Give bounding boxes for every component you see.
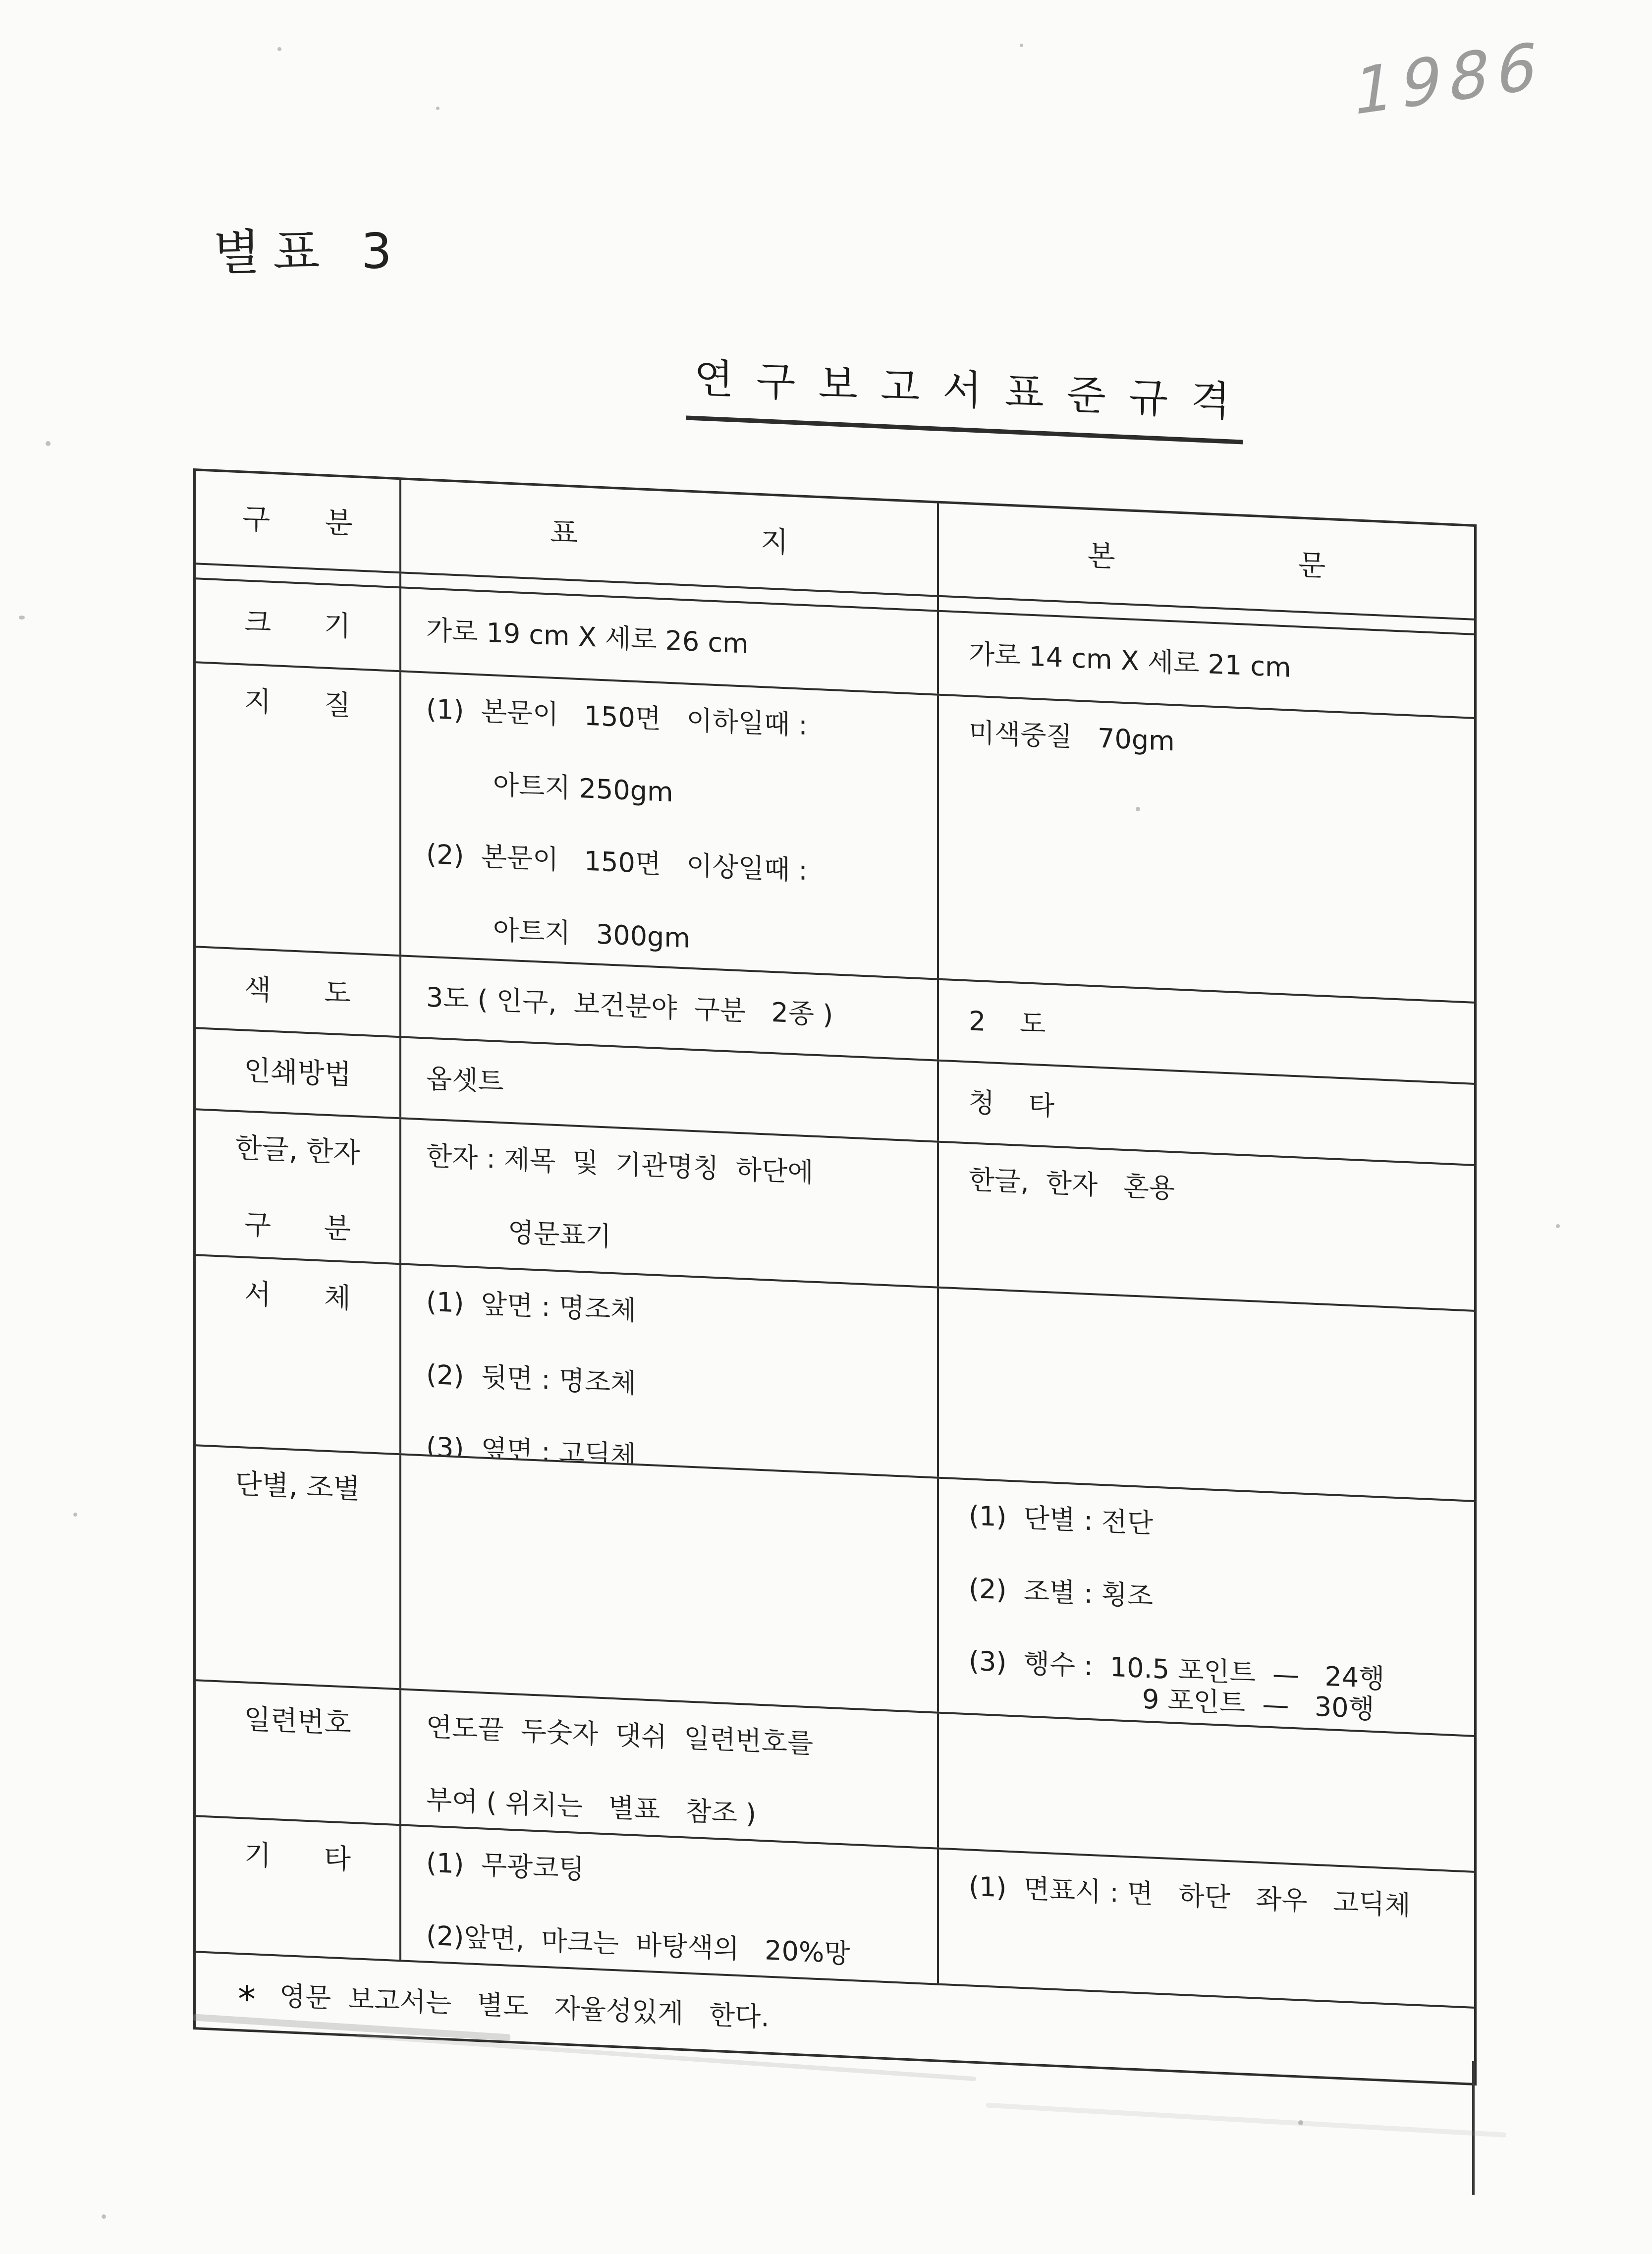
cell-line: (3) 행수 : 10.5 포인트 — 24행 [969, 1645, 1385, 1695]
cell-line: 아트지 300gm [493, 914, 690, 954]
row-label-serial-number: 일련번호 [196, 1681, 401, 1824]
asterisk-bullet-icon: * [238, 1977, 256, 2021]
cell-line: 3도 ( 인구, 보건분야 구분 2종 ) [426, 981, 833, 1031]
cell-line: 청 타 [969, 1086, 1054, 1122]
footnote-text: 영문 보고서는 별도 자율성있게 한다. [279, 1980, 770, 2033]
row-label-etc: 기 타 [196, 1817, 401, 1960]
row-label-script: 한글, 한자 구 분 [196, 1110, 401, 1263]
cell-line: 옵셋트 [426, 1063, 504, 1098]
row-label-paper: 지 질 [196, 663, 401, 955]
row-label-print-method: 인쇄방법 [196, 1029, 401, 1117]
cell-line: 9 포인트 — 30행 [1142, 1683, 1375, 1725]
scan-speck [1020, 44, 1023, 47]
scan-speck [46, 441, 51, 446]
cell-line: (1) 본문이 150면 이하일때 : [426, 693, 808, 741]
scan-speck [73, 1513, 77, 1517]
row-label-size: 크 기 [196, 579, 401, 670]
table-row-paper [196, 661, 1474, 1002]
cell-line: (2) 뒷면 : 명조체 [426, 1358, 637, 1399]
scan-speck [277, 47, 281, 51]
cell-line: 부여 ( 위치는 별표 참조 ) [426, 1784, 757, 1830]
scan-speck [102, 2214, 106, 2219]
typeface-cover-cell [401, 1265, 939, 1476]
serial-body-cell [939, 1714, 1474, 1871]
header-cell-category [196, 471, 401, 571]
cell-line: (2) 본문이 150면 이상일때 : [426, 838, 808, 887]
document-title: 연 구 보 고 서 표 준 규 격 [686, 345, 1243, 444]
row-label-typeface: 서 체 [196, 1256, 401, 1453]
spec-table [193, 468, 1477, 2085]
header-category-label: 구 분 [242, 502, 353, 541]
cell-line: 2 도 [969, 1005, 1046, 1040]
serial-cover-cell [401, 1690, 939, 1847]
script-body-cell [939, 1143, 1474, 1310]
row-label-color: 색 도 [196, 948, 401, 1036]
appendix-label: 별표 3 [213, 223, 405, 282]
paper-cover-cell [401, 672, 939, 978]
etc-body-cell [939, 1850, 1474, 2007]
cell-line: (3) 옆면 : 고딕체 [426, 1431, 637, 1472]
cell-line: 가로 14 cm X 세로 21 cm [969, 638, 1291, 683]
cell-line: 한자 : 제목 및 기관명칭 하단에 [426, 1140, 814, 1188]
cell-line: (1) 단별 : 전단 [969, 1500, 1154, 1539]
header-cover-label: 표 지 [550, 515, 788, 560]
cell-line: (1) 앞면 : 명조체 [426, 1286, 637, 1327]
scan-speck [1136, 807, 1140, 811]
columns-body-cell [939, 1479, 1474, 1735]
etc-cover-cell [401, 1826, 939, 1983]
columns-cover-cell [401, 1455, 939, 1711]
row-label-columns: 단별, 조별 [196, 1446, 401, 1688]
script-cover-cell [401, 1119, 939, 1286]
scan-speck [436, 107, 440, 110]
scan-speck [1556, 1224, 1560, 1228]
cell-line: 미색중질 70gm [969, 717, 1175, 757]
cell-line: (1) 무광코팅 [426, 1847, 585, 1885]
paper-body-cell [939, 696, 1474, 1002]
typeface-body-cell [939, 1289, 1474, 1500]
scan-artifact-border-tail [1472, 2061, 1475, 2195]
handwritten-year: 1986 [1348, 27, 1550, 131]
cell-line: 영문표기 [508, 1216, 611, 1252]
document-content [193, 322, 1541, 2165]
cell-line: 가로 19 cm X 세로 26 cm [426, 614, 749, 660]
cell-line: 아트지 250gm [493, 769, 673, 808]
scan-speck [19, 616, 25, 620]
cell-line: (2) 조별 : 횡조 [969, 1573, 1154, 1612]
scan-speck [1298, 2120, 1303, 2125]
cell-line: (1) 면표시 : 면 하단 좌우 고딕체 [969, 1870, 1411, 1921]
header-body-label: 본 문 [1087, 538, 1326, 583]
cell-line: 한글, 한자 혼용 [969, 1164, 1175, 1204]
cell-line: (2)앞면, 마크는 바탕색의 20%망 [426, 1919, 850, 1970]
scan-smudge [986, 2103, 1506, 2138]
cell-line: 연도끝 두숫자 댓쉬 일련번호를 [426, 1711, 814, 1759]
